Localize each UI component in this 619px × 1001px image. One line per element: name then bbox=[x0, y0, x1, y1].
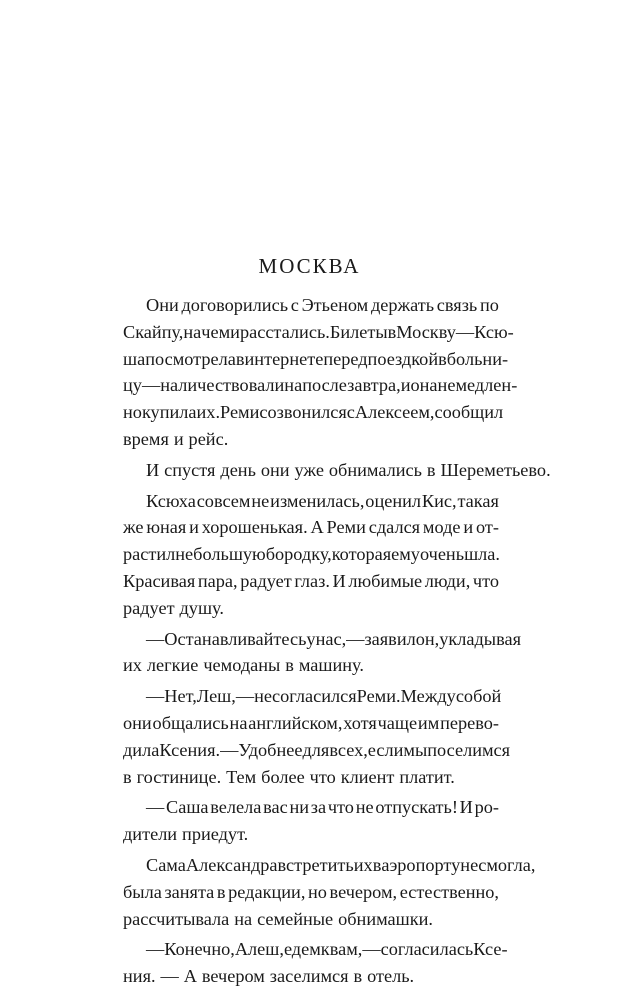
word: Удобнее bbox=[238, 739, 303, 760]
word: заселимся bbox=[269, 966, 349, 987]
word: Сама bbox=[146, 854, 186, 875]
word: чаще bbox=[377, 712, 418, 733]
word: мы bbox=[403, 739, 428, 760]
word: связь bbox=[436, 295, 478, 315]
word: Москву bbox=[396, 321, 456, 342]
word: чемоданы bbox=[203, 655, 281, 676]
word: Билеты bbox=[329, 321, 388, 342]
word: Алексеем, bbox=[354, 402, 435, 423]
word: от- bbox=[475, 517, 499, 538]
word: — bbox=[362, 939, 381, 960]
word: обнимались bbox=[328, 459, 422, 480]
text-line bbox=[123, 710, 499, 737]
text-line bbox=[123, 319, 514, 346]
text-line bbox=[123, 346, 509, 373]
text-line bbox=[123, 568, 499, 595]
word: Нет, bbox=[164, 686, 197, 707]
word: чем bbox=[201, 321, 231, 342]
word: Реми. bbox=[356, 686, 401, 707]
word: — bbox=[146, 686, 165, 707]
word: у bbox=[306, 628, 316, 649]
word: ния. bbox=[123, 966, 156, 987]
word: ему bbox=[391, 544, 420, 565]
word: едем bbox=[283, 939, 321, 960]
text-line bbox=[123, 852, 536, 879]
word: поселимся bbox=[427, 739, 511, 760]
word: в bbox=[235, 348, 245, 369]
word: он, bbox=[415, 628, 440, 649]
word: послезавтра, bbox=[302, 375, 401, 396]
word: — bbox=[455, 321, 475, 342]
word: если bbox=[367, 739, 404, 760]
word: — bbox=[160, 966, 179, 987]
word: ша bbox=[123, 348, 146, 369]
word: естественно, bbox=[399, 881, 499, 902]
word: но bbox=[123, 402, 142, 423]
word: совсем bbox=[196, 490, 251, 511]
paragraph bbox=[123, 292, 518, 453]
word: сообщил bbox=[434, 402, 504, 423]
word: они bbox=[260, 459, 290, 480]
text-line bbox=[123, 399, 504, 426]
word: Саша bbox=[166, 797, 209, 818]
paragraph bbox=[123, 683, 511, 790]
word: радует bbox=[240, 570, 292, 591]
word: — bbox=[220, 739, 239, 760]
paragraph bbox=[123, 457, 551, 484]
word: поездкой bbox=[367, 348, 439, 369]
word: перед bbox=[323, 348, 368, 369]
word: вам, bbox=[329, 939, 363, 960]
word: такая bbox=[457, 490, 499, 511]
paragraph bbox=[123, 794, 499, 848]
word: И bbox=[146, 459, 160, 480]
word: английском, bbox=[248, 712, 343, 733]
word: изменилась, bbox=[270, 490, 365, 511]
word: больни- bbox=[446, 348, 509, 369]
word: хорошенькая. bbox=[201, 517, 308, 538]
word: что bbox=[309, 766, 336, 787]
word: не bbox=[254, 686, 273, 707]
word: спустя bbox=[164, 459, 216, 480]
word: клиент bbox=[340, 766, 395, 787]
word: в bbox=[426, 459, 436, 480]
word: аэропорту bbox=[381, 854, 461, 875]
word: в bbox=[353, 966, 363, 987]
text-line bbox=[123, 794, 499, 821]
word: редакции, bbox=[228, 881, 306, 902]
word: договорились bbox=[181, 295, 289, 315]
word: А bbox=[183, 966, 197, 987]
word: в bbox=[123, 766, 132, 787]
word: отпускать! bbox=[375, 797, 458, 818]
word: Между bbox=[400, 686, 456, 707]
word: в bbox=[387, 321, 397, 342]
word: семейные bbox=[257, 908, 334, 929]
word: сдался bbox=[368, 517, 421, 538]
word: в bbox=[438, 348, 447, 369]
paragraph bbox=[123, 488, 499, 622]
word: посмотрела bbox=[145, 348, 236, 369]
word: к bbox=[320, 939, 330, 960]
word: их bbox=[353, 854, 373, 875]
word: не bbox=[460, 854, 479, 875]
word: время bbox=[123, 428, 169, 449]
word: смогла, bbox=[478, 854, 536, 875]
word: дила bbox=[123, 739, 160, 760]
word: А bbox=[310, 517, 324, 538]
word: вас bbox=[263, 797, 288, 818]
word: Реми bbox=[220, 402, 260, 423]
paragraph bbox=[123, 936, 508, 990]
word: и bbox=[400, 375, 411, 396]
word: Конечно, bbox=[164, 939, 235, 960]
word: и bbox=[230, 321, 240, 342]
word: дители bbox=[123, 824, 178, 845]
word: И bbox=[332, 570, 346, 591]
chapter-body bbox=[123, 292, 551, 990]
word: радует bbox=[123, 597, 175, 618]
word: рассчитывала bbox=[123, 908, 230, 929]
word: — bbox=[146, 939, 165, 960]
word: машину. bbox=[298, 655, 364, 676]
word: которая bbox=[331, 544, 392, 565]
word: заявил bbox=[364, 628, 416, 649]
word: в bbox=[285, 655, 294, 676]
text-line bbox=[123, 372, 518, 399]
text-line bbox=[123, 514, 499, 541]
word: бородку, bbox=[265, 544, 332, 565]
word: что bbox=[472, 570, 499, 591]
word: оценил bbox=[365, 490, 422, 511]
word: укладывая bbox=[439, 628, 521, 649]
word: Этьеном bbox=[301, 295, 369, 315]
word: в bbox=[216, 881, 226, 902]
word: им bbox=[417, 712, 440, 733]
word: шла. bbox=[464, 544, 500, 565]
word: же bbox=[123, 517, 144, 538]
word: на bbox=[183, 321, 202, 342]
word: их bbox=[123, 655, 142, 676]
text-line bbox=[123, 652, 499, 679]
word: платит. bbox=[399, 766, 455, 787]
text-line bbox=[123, 292, 499, 319]
word: встретить bbox=[277, 854, 354, 875]
word: согласился bbox=[272, 686, 357, 707]
word: любимые bbox=[348, 570, 423, 591]
word: их. bbox=[196, 402, 221, 423]
word: была bbox=[123, 881, 162, 902]
text-line bbox=[123, 541, 499, 568]
chapter-title: МОСКВА bbox=[258, 254, 361, 278]
word: очень bbox=[419, 544, 465, 565]
word: Шереметьево. bbox=[440, 459, 551, 480]
word: пара, bbox=[197, 570, 238, 591]
word: за bbox=[310, 797, 327, 818]
word: Реми bbox=[326, 517, 366, 538]
word: — bbox=[346, 628, 365, 649]
text-line bbox=[123, 426, 499, 453]
text-line bbox=[123, 879, 499, 906]
word: И bbox=[459, 797, 473, 818]
word: но bbox=[308, 881, 327, 902]
word: душу. bbox=[179, 597, 224, 618]
word: моде bbox=[422, 517, 461, 538]
paragraph bbox=[123, 626, 521, 680]
word: отель. bbox=[367, 966, 415, 987]
word: — bbox=[146, 797, 165, 818]
word: Алеш, bbox=[234, 939, 284, 960]
word: Они bbox=[146, 295, 179, 315]
word: и bbox=[189, 517, 199, 538]
word: цу bbox=[123, 375, 142, 396]
word: люди, bbox=[424, 570, 471, 591]
word: по bbox=[479, 295, 499, 315]
word: они bbox=[123, 712, 152, 733]
word: ни bbox=[289, 797, 310, 818]
text-line bbox=[123, 764, 499, 791]
word: и bbox=[463, 517, 474, 538]
word: с bbox=[346, 402, 355, 423]
text-line bbox=[123, 595, 499, 622]
word: — bbox=[235, 686, 255, 707]
word: Леш, bbox=[196, 686, 236, 707]
word: день bbox=[220, 459, 256, 480]
word: Ксения. bbox=[159, 739, 221, 760]
word: всех, bbox=[329, 739, 368, 760]
word: Останавливайтесь bbox=[164, 628, 307, 649]
word: гостинице. bbox=[136, 766, 222, 787]
word: купила bbox=[141, 402, 197, 423]
word: рейс. bbox=[188, 428, 229, 449]
word: что bbox=[327, 797, 354, 818]
word: не bbox=[251, 490, 270, 511]
word: не bbox=[355, 797, 374, 818]
word: наличествовали bbox=[160, 375, 285, 396]
word: согласилась bbox=[380, 939, 474, 960]
text-line bbox=[123, 457, 551, 484]
text-line bbox=[123, 737, 511, 764]
word: занята bbox=[164, 881, 215, 902]
word: для bbox=[302, 739, 330, 760]
word: Скайпу, bbox=[123, 321, 184, 342]
word: нас, bbox=[315, 628, 347, 649]
word: хотя bbox=[343, 712, 377, 733]
word: ро- bbox=[474, 797, 499, 818]
word: Тем bbox=[226, 766, 257, 787]
word: Красивая bbox=[123, 570, 196, 591]
paragraph bbox=[123, 852, 536, 932]
word: велела bbox=[210, 797, 262, 818]
word: интернете bbox=[244, 348, 324, 369]
word: уже bbox=[294, 459, 324, 480]
word: на bbox=[284, 375, 303, 396]
word: — bbox=[141, 375, 161, 396]
word: вечером, bbox=[329, 881, 398, 902]
word: и bbox=[173, 428, 184, 449]
word: юная bbox=[146, 517, 187, 538]
word: общались bbox=[152, 712, 229, 733]
word: — bbox=[146, 628, 165, 649]
text-line bbox=[123, 906, 499, 933]
word: Кис, bbox=[421, 490, 457, 511]
text-line bbox=[123, 963, 499, 990]
text-line bbox=[123, 936, 508, 963]
word: более bbox=[261, 766, 305, 787]
word: небольшую bbox=[175, 544, 266, 565]
word: Ксю- bbox=[474, 321, 514, 342]
word: собой bbox=[455, 686, 502, 707]
word: Ксюха bbox=[146, 490, 196, 511]
word: Ксе- bbox=[473, 939, 508, 960]
word: она bbox=[410, 375, 438, 396]
word: вечером bbox=[201, 966, 265, 987]
text-line bbox=[123, 488, 499, 515]
word: держать bbox=[370, 295, 435, 315]
word: растил bbox=[123, 544, 176, 565]
word: приедут. bbox=[182, 824, 249, 845]
word: с bbox=[290, 295, 299, 315]
word: немедлен- bbox=[437, 375, 518, 396]
word: глаз. bbox=[294, 570, 330, 591]
word: обнимашки. bbox=[338, 908, 433, 929]
word: созвонился bbox=[259, 402, 347, 423]
word: Александра bbox=[185, 854, 278, 875]
word: в bbox=[372, 854, 382, 875]
word: на bbox=[234, 908, 253, 929]
text-line bbox=[123, 683, 502, 710]
word: расстались. bbox=[239, 321, 330, 342]
text-line bbox=[123, 626, 521, 653]
word: перево- bbox=[440, 712, 499, 733]
text-line bbox=[123, 821, 499, 848]
word: легкие bbox=[146, 655, 199, 676]
word: на bbox=[229, 712, 248, 733]
